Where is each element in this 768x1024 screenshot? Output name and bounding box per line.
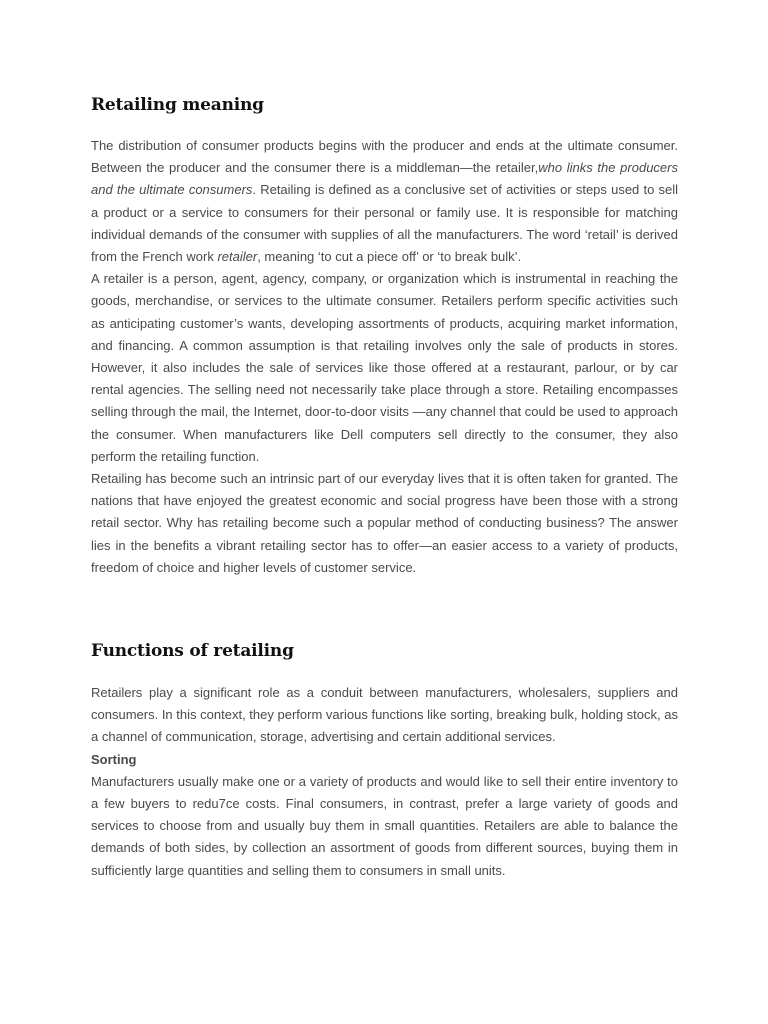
section-body-retailing-meaning: [91, 135, 678, 579]
paragraph-retailer-definition: A retailer is a person, agent, agency, company, or organization which is instrumental in reaching the goods, merchandise, or services to the ultimate consumer. Retailers perform specific activities such as anticipating customer’s wants, developing assortments of products, acquiring market information, and financing. A common assumption is that retailing involves only the sale of products in stores. However, it also includes the sale of services like those offered at a restaurant, parlour, or by car rental agencies. The selling need not necessarily take place through a store. Retailing encompasses selling through the mail, the Internet, door-to-door visits —any channel that could be used to approach the consumer. When manufacturers like Dell computers sell directly to the consumer, they also perform the retailing function.: [91, 271, 678, 464]
italic-word: retailer: [217, 249, 258, 265]
subheading-sorting: Sorting: [91, 751, 137, 767]
paragraph-text: The distribution of consumer products begins with the producer and ends at the ultimate consumer. Between the producer and the consumer there is a middleman—the retailer,: [91, 138, 678, 176]
italic-phrase: who links the producers and the ultimate consumers: [91, 160, 678, 198]
paragraph-retailing-importance: Retailing has become such an intrinsic part of our everyday lives that it is often taken for granted. The nations that have enjoyed the greatest economic and social progress have been those with a strong retail sector. Why has retailing become such a popular method of conducting business? The answer lies in the benefits a vibrant retailing sector has to offer—an easier access to a variety of products, freedom of choice and higher levels of customer service.: [91, 471, 678, 575]
paragraph-sorting: Manufacturers usually make one or a variety of products and would like to sell their entire inventory to a few buyers to redu7ce costs. Final consumers, in contrast, prefer a large variety of goods and services to choose from and usually buy them in small quantities. Retailers are able to balance the demands of both sides, by collection an assortment of goods from different sources, buying them in sufficiently large quantities and selling them to consumers in small units.: [91, 773, 678, 878]
paragraph-retailer-role: Retailers play a significant role as a conduit between manufacturers, wholesalers, suppliers and consumers. In this context, they perform various functions like sorting, breaking bulk, holding stock, as a channel of communication, storage, advertising and certain additional services.: [91, 685, 678, 745]
paragraph-text: , meaning ‘to cut a piece off’ or ‘to break bulk’.: [257, 249, 522, 265]
section-heading-functions-of-retailing: Functions of retailing: [91, 641, 294, 661]
paragraph-text: . Retailing is defined as a conclusive set of activities or steps used to sell a product or a service to consumers for their personal or family use. It is responsible for matching individual demands of the consumer with supplies of all the manufacturers. The word ‘retail’ is derived from the French work: [91, 182, 678, 265]
section-heading-retailing-meaning: Retailing meaning: [91, 95, 264, 115]
paragraph-distribution: [91, 135, 678, 268]
section-body-functions-of-retailing: [91, 682, 678, 882]
